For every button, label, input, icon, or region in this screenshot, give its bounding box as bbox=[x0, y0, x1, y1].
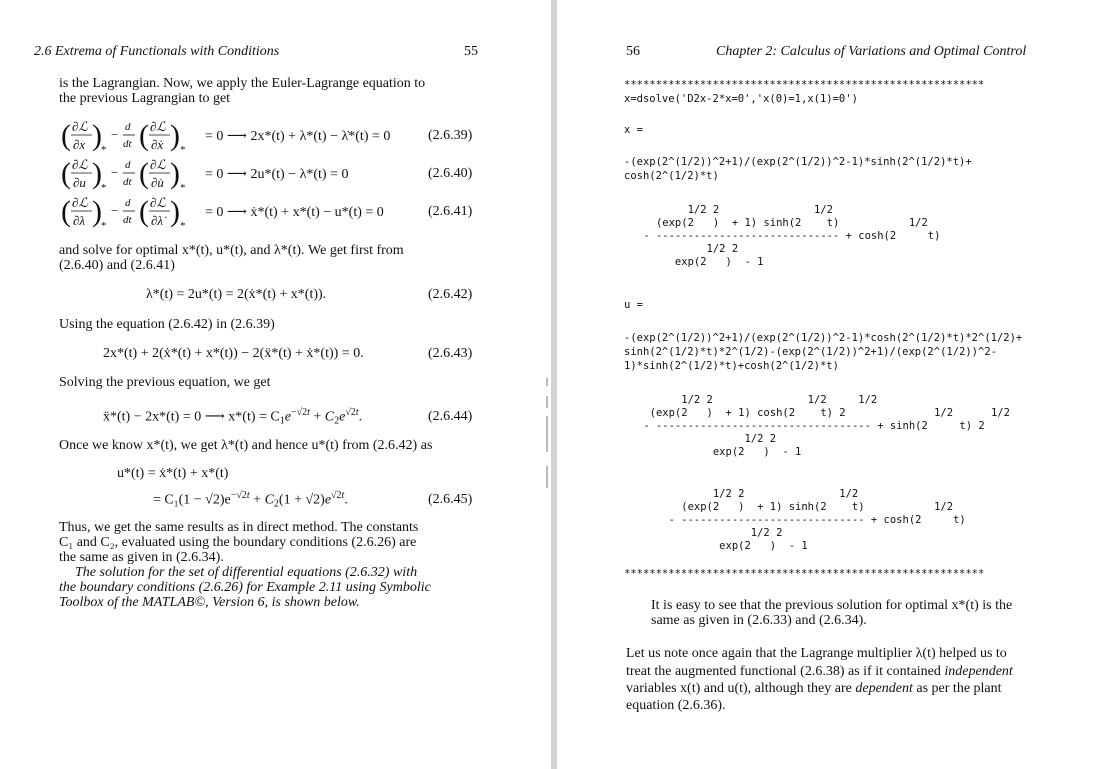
svg-text:(: ( bbox=[139, 119, 149, 152]
svg-text:dt: dt bbox=[123, 176, 132, 188]
easy-line-2: same as given in (2.6.33) and (2.6.34). bbox=[651, 613, 867, 628]
svg-text:*: * bbox=[180, 182, 186, 194]
partial-derivative-block-lambda bbox=[59, 192, 209, 236]
svg-text:∂u̇: ∂u̇ bbox=[151, 175, 164, 190]
right-page bbox=[557, 0, 1113, 769]
svg-text:∂ℒ: ∂ℒ bbox=[72, 119, 88, 134]
svg-text:∂ℒ: ∂ℒ bbox=[150, 195, 166, 210]
note-emphasis-independent: independent bbox=[944, 664, 1013, 679]
eq-number-2-6-39: (2.6.39) bbox=[428, 128, 473, 143]
scan-mark bbox=[546, 378, 548, 386]
svg-text:*: * bbox=[101, 220, 107, 232]
u-expression-line-3: 1)*sinh(2^(1/2)*t)+cosh(2^(1/2)*t) bbox=[624, 360, 839, 372]
svg-text:∂λ: ∂λ bbox=[73, 213, 86, 228]
eq-number-2-6-41: (2.6.41) bbox=[428, 204, 473, 219]
eq-number-2-6-45: (2.6.45) bbox=[428, 492, 473, 507]
using-line: Using the equation (2.6.42) in (2.6.39) bbox=[59, 317, 275, 332]
svg-text:dt: dt bbox=[123, 214, 132, 226]
eq-2-6-44: ẍ*(t) − 2x*(t) = 0 ⟶ $x*(t) = C_1e^{-√2t} + C_2e^{√2t}$. bbox=[103, 407, 363, 427]
scan-mark bbox=[546, 466, 548, 488]
eq-number-2-6-42: (2.6.42) bbox=[428, 287, 473, 302]
svg-text:(: ( bbox=[139, 195, 149, 228]
intro-line-2: the previous Lagrangian to get bbox=[59, 91, 231, 106]
note-line-3-text: variables x(t) and u(t), although they are bbox=[626, 681, 856, 696]
thus-line-1: Thus, we get the same results as in direct method. The constants bbox=[59, 520, 419, 535]
svg-text:−: − bbox=[111, 165, 119, 180]
svg-text:(: ( bbox=[61, 119, 71, 152]
svg-text:*: * bbox=[101, 144, 107, 156]
svg-text:(: ( bbox=[139, 157, 149, 190]
intro-line-1: is the Lagrangian. Now, we apply the Euler-Lagrange equation to bbox=[59, 76, 426, 91]
eq-2-6-40-rhs: = 0 ⟶ 2u*(t) − λ*(t) = 0 bbox=[205, 167, 349, 182]
svg-text:): ) bbox=[170, 157, 180, 190]
u-assignment: u = bbox=[624, 299, 643, 311]
eq-2-6-42: λ*(t) = 2u*(t) = 2(ẋ*(t) + x*(t)). bbox=[146, 287, 327, 302]
left-page bbox=[0, 0, 551, 769]
eq-number-2-6-40: (2.6.40) bbox=[428, 166, 473, 181]
svg-text:dt: dt bbox=[123, 138, 132, 150]
svg-text:∂ℒ: ∂ℒ bbox=[72, 195, 88, 210]
u-pretty-print-part-2: 1/2 2 1/2 (exp(2 ) + 1) sinh(2 t) 1/2 - ----------------------------- + cosh(2 t) 1/2 2 exp(2 ) - 1 bbox=[668, 488, 966, 552]
scan-mark bbox=[546, 396, 548, 408]
note-line-4: equation (2.6.36). bbox=[626, 698, 726, 713]
note-line-3-tail: as per the plant bbox=[912, 681, 1002, 696]
u-expression-line-2: sinh(2^(1/2)*t)*2^(1/2)-(exp(2^(1/2))^2+1)/(exp(2^(1/2))^2- bbox=[624, 346, 997, 358]
svg-text:*: * bbox=[101, 182, 107, 194]
note-line-1: Let us note once again that the Lagrange multiplier λ(t) helped us to bbox=[626, 646, 1007, 661]
svg-text:): ) bbox=[170, 119, 180, 152]
stars-separator-bottom: ********************************************************* bbox=[624, 568, 985, 580]
x-pretty-print: 1/2 2 1/2 (exp(2 ) + 1) sinh(2 t) 1/2 - ----------------------------- + cosh(2 t) 1/2 2 exp(2 ) - 1 bbox=[643, 204, 941, 268]
svg-text:∂λ̇: ∂λ̇ bbox=[151, 213, 164, 228]
eq-2-6-43: 2x*(t) + 2(ẋ*(t) + x*(t)) − 2(ẍ*(t) + ẋ*(t)) = 0. bbox=[103, 346, 364, 361]
svg-text:*: * bbox=[180, 144, 186, 156]
eq-2-6-44-main: ẍ*(t) − 2x*(t) = 0 ⟶ x*(t) = C bbox=[103, 409, 280, 425]
u-expression-line-1: -(exp(2^(1/2))^2+1)/(exp(2^(1/2))^2-1)*cosh(2^(1/2)*t)*2^(1/2)+ bbox=[624, 332, 1023, 344]
thus-line-3: the same as given in (2.6.34). bbox=[59, 550, 224, 565]
svg-text:∂x: ∂x bbox=[73, 137, 86, 152]
solution-line-1: The solution for the set of differential equations (2.6.32) with bbox=[75, 565, 418, 580]
solution-line-2: the boundary conditions (2.6.26) for Example 2.11 using Symbolic bbox=[59, 580, 431, 595]
svg-text:): ) bbox=[170, 195, 180, 228]
right-running-header: Chapter 2: Calculus of Variations and Optimal Control bbox=[716, 44, 1027, 59]
svg-text:(: ( bbox=[61, 195, 71, 228]
note-emphasis-dependent: dependent bbox=[855, 681, 913, 696]
svg-text:*: * bbox=[180, 220, 186, 232]
once-line: Once we know x*(t), we get λ*(t) and hence u*(t) from (2.6.42) as bbox=[59, 438, 433, 453]
svg-text:d: d bbox=[125, 121, 131, 133]
svg-text:d: d bbox=[125, 197, 131, 209]
svg-text:−: − bbox=[111, 127, 119, 142]
svg-text:∂ℒ: ∂ℒ bbox=[150, 157, 166, 172]
dsolve-command: x=dsolve('D2x-2*x=0','x(0)=1,x(1)=0') bbox=[624, 93, 858, 105]
x-expression-line-2: cosh(2^(1/2)*t) bbox=[624, 170, 719, 182]
note-line-2 bbox=[626, 664, 1013, 680]
stars-separator-top: ********************************************************* bbox=[624, 79, 985, 91]
eq-2-6-45-line-2-text: = C₁(1 − √2)e bbox=[153, 492, 231, 508]
eq-2-6-45-line-2: = $C_1(1 - √2)e^{-√2t} + C_2(1 + √2)e^{√2t}$. bbox=[153, 490, 348, 510]
svg-text:): ) bbox=[92, 157, 102, 190]
svg-text:): ) bbox=[92, 119, 102, 152]
eq-2-6-41-rhs: = 0 ⟶ ẋ*(t) + x*(t) − u*(t) = 0 bbox=[205, 205, 384, 220]
svg-text:∂ẋ: ∂ẋ bbox=[151, 137, 164, 152]
solving-line: Solving the previous equation, we get bbox=[59, 375, 271, 390]
x-expression-line-1: -(exp(2^(1/2))^2+1)/(exp(2^(1/2))^2-1)*sinh(2^(1/2)*t)+ bbox=[624, 156, 972, 168]
eq-number-2-6-44: (2.6.44) bbox=[428, 409, 473, 424]
svg-text:∂u: ∂u bbox=[73, 175, 86, 190]
svg-text:): ) bbox=[92, 195, 102, 228]
left-running-header: 2.6 Extrema of Functionals with Conditions bbox=[34, 44, 280, 59]
eq-2-6-45-line-1: u*(t) = ẋ*(t) + x*(t) bbox=[117, 466, 229, 481]
solve-line-1: and solve for optimal x*(t), u*(t), and λ*(t). We get first from bbox=[59, 243, 404, 258]
solve-line-2: (2.6.40) and (2.6.41) bbox=[59, 258, 175, 273]
solution-line-3: Toolbox of the MATLAB©, Version 6, is shown below. bbox=[59, 595, 360, 610]
svg-text:−: − bbox=[111, 203, 119, 218]
right-page-number: 56 bbox=[626, 44, 640, 59]
scan-mark bbox=[546, 416, 548, 452]
u-pretty-print-part-1: 1/2 2 1/2 1/2 (exp(2 ) + 1) cosh(2 t) 2 1/2 1/2 - ---------------------------------- + sinh(2 t) 2 1/2 2 exp(2 ) - 1 bbox=[643, 394, 1010, 458]
svg-text:(: ( bbox=[61, 157, 71, 190]
left-page-number: 55 bbox=[464, 44, 478, 59]
note-line-2-text: treat the augmented functional (2.6.38) as if it contained bbox=[626, 664, 945, 679]
x-assignment: x = bbox=[624, 124, 643, 136]
svg-text:∂ℒ: ∂ℒ bbox=[150, 119, 166, 134]
easy-line-1: It is easy to see that the previous solution for optimal x*(t) is the bbox=[651, 598, 1013, 613]
svg-text:d: d bbox=[125, 159, 131, 171]
eq-number-2-6-43: (2.6.43) bbox=[428, 346, 473, 361]
thus-line-2: C₁ and C₂, evaluated using the boundary conditions (2.6.26) are bbox=[59, 535, 417, 550]
note-line-3 bbox=[626, 681, 1002, 697]
eq-2-6-39-rhs: = 0 ⟶ 2x*(t) + λ*(t) − λ̇*(t) = 0 bbox=[205, 129, 391, 144]
svg-text:∂ℒ: ∂ℒ bbox=[72, 157, 88, 172]
